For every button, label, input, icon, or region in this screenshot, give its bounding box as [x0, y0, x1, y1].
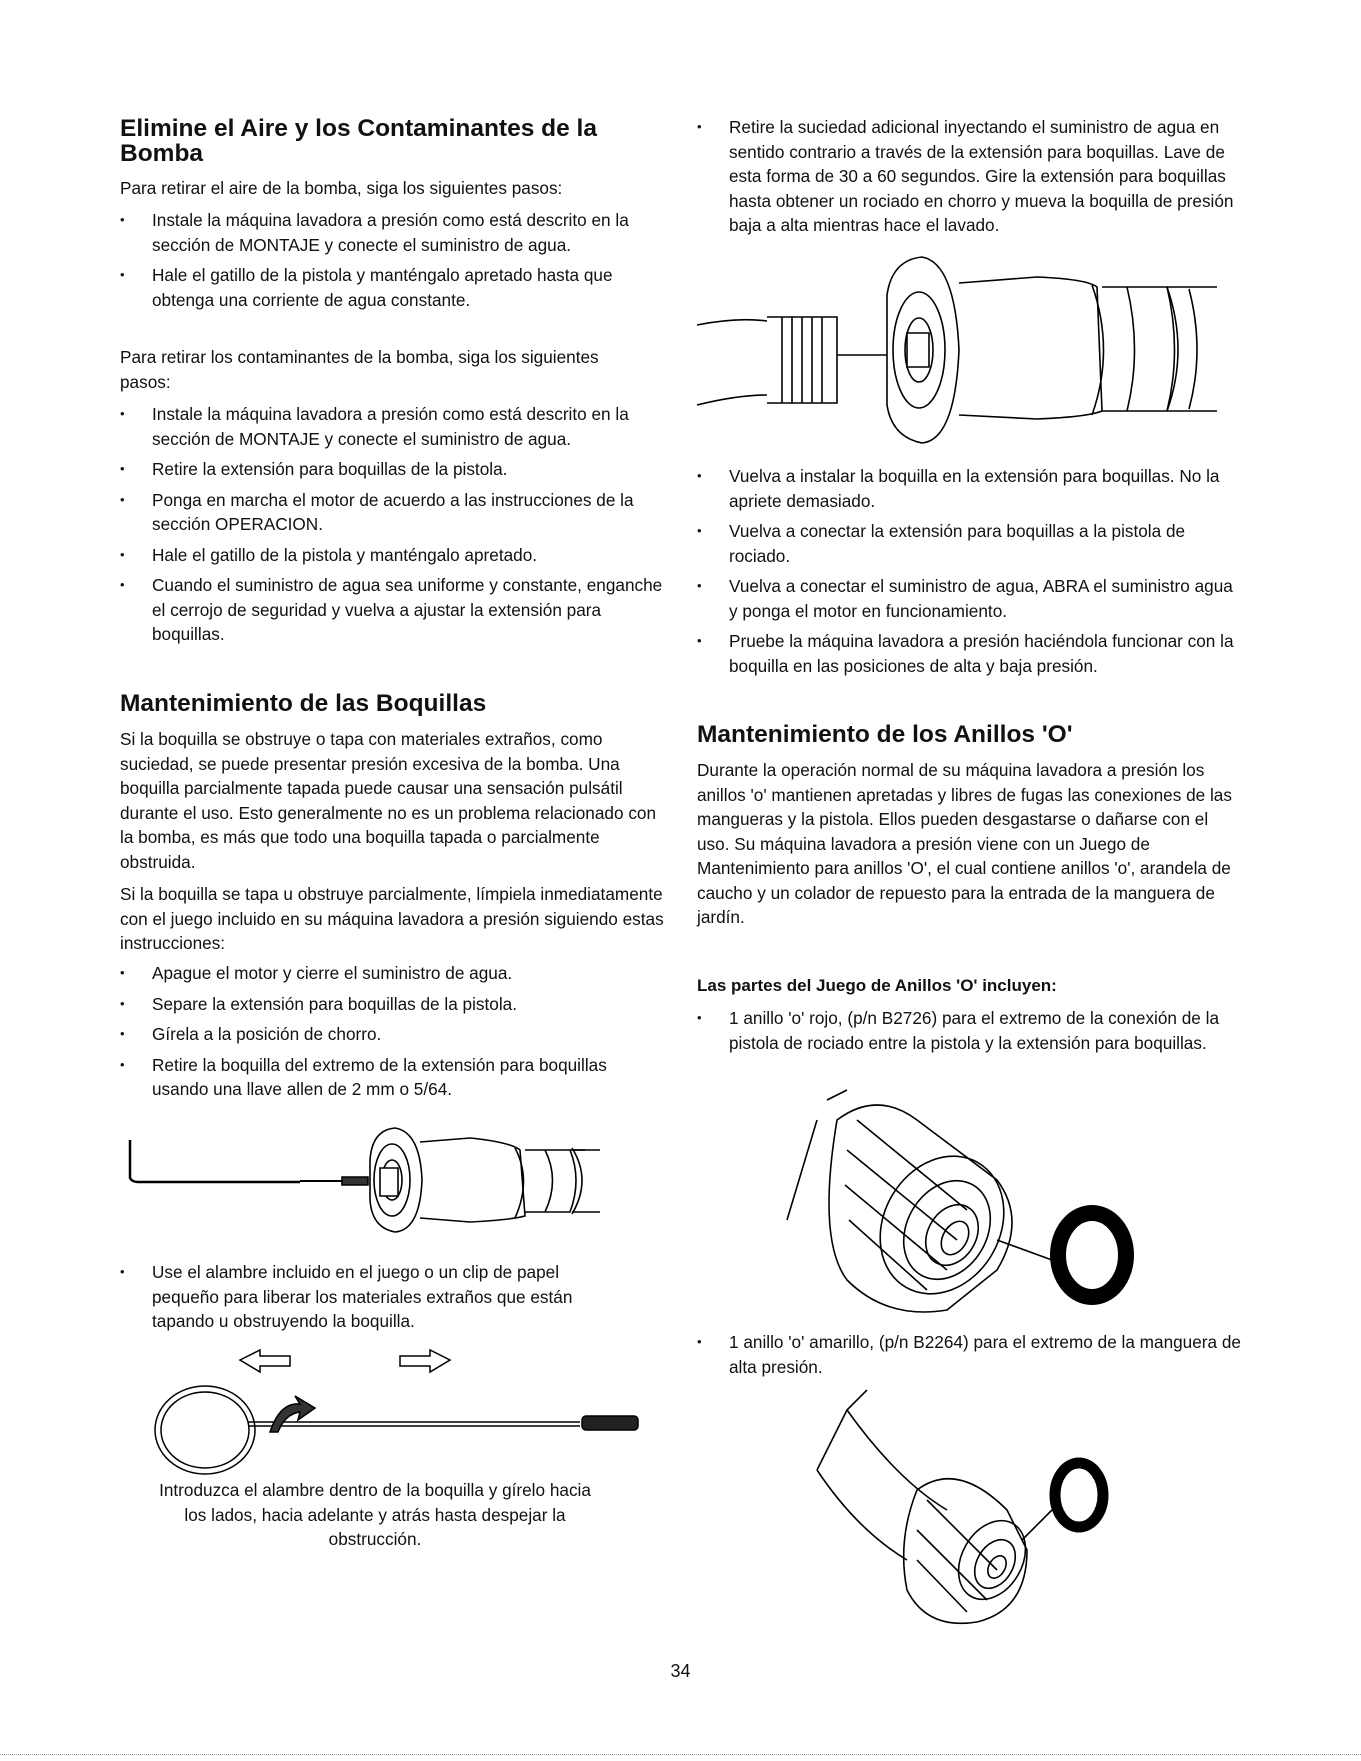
list-item: • Cuando el suministro de agua sea uniforme y constante, enganche el cerrojo de seguridad y vuelva a ajustar la extensión para boquillas.: [120, 573, 665, 647]
list-item: • Pruebe la máquina lavadora a presión haciéndola funcionar con la boquilla en las posiciones de alta y baja presión.: [697, 629, 1242, 678]
wire-caption: Introduzca el alambre dentro de la boquilla y gírelo hacia los lados, hacia adelante y atrás hasta despejar la obstrucción.: [159, 1480, 591, 1549]
allen-key-nozzle-illustration: [120, 1120, 680, 1270]
list-item: • Apague el motor y cierre el suministro de agua.: [120, 961, 665, 986]
reinstall-steps-list: [697, 464, 1242, 678]
list-item: • Instale la máquina lavadora a presión como está descrito en la sección de MONTAJE y conecte el suministro de agua.: [120, 208, 665, 257]
nozzle-steps-list: [120, 961, 665, 1102]
list-item: • Retire la suciedad adicional inyectando el suministro de agua en sentido contrario a través de la extensión para boquillas. Lave de esta forma de 30 a 60 segundos. Gire la extensión para boquillas hasta obtener un rociado en chorro y mueva la boquilla de presión baja a alta mientras hace el lavado.: [697, 115, 1242, 238]
list-item: • Vuelva a conectar la extensión para boquillas a la pistola de rociado.: [697, 519, 1242, 568]
nozzle-para-2: Si la boquilla se tapa u obstruye parcialmente, límpiela inmediatamente con el juego incluido en su máquina lavadora a presión siguiendo estas instrucciones:: [120, 884, 664, 953]
air-steps-list: [120, 208, 665, 312]
list-item: • 1 anillo 'o' amarillo, (p/n B2264) para el extremo de la manguera de alta presión.: [697, 1330, 1242, 1379]
list-item: • Instale la máquina lavadora a presión como está descrito en la sección de MONTAJE y conecte el suministro de agua.: [120, 402, 665, 451]
orings-item-1-list: [697, 1006, 1242, 1055]
list-item: • Vuelva a conectar el suministro de agua, ABRA el suministro agua y ponga el motor en funcionamiento.: [697, 574, 1242, 623]
list-item: • Gírela a la posición de chorro.: [120, 1022, 665, 1047]
section-title-orings: Mantenimiento de los Anillos 'O': [697, 721, 1073, 748]
list-item: • Hale el gatillo de la pistola y manténgalo apretado hasta que obtenga una corriente de agua constante.: [120, 263, 665, 312]
red-oring-fitting-illustration: [767, 1090, 1187, 1320]
yellow-oring-icon: [1055, 1463, 1103, 1527]
air-intro: Para retirar el aire de la bomba, siga los siguientes pasos:: [120, 178, 563, 198]
list-item: • Use el alambre incluido en el juego o un clip de papel pequeño para liberar los materiales extraños que están tapando u obstruyendo la boquilla.: [120, 1260, 630, 1334]
orings-item-2-list: [697, 1330, 1242, 1379]
red-oring-icon: [1058, 1213, 1126, 1297]
contam-steps-list: [120, 402, 665, 647]
wire-step-list: [120, 1260, 630, 1334]
list-item: • 1 anillo 'o' rojo, (p/n B2726) para el extremo de la conexión de la pistola de rociado entre la pistola y la extensión para boquillas.: [697, 1006, 1242, 1055]
scan-edge-divider: [0, 1754, 1361, 1758]
nozzle-para-1: Si la boquilla se obstruye o tapa con materiales extraños, como suciedad, se puede presentar presión excesiva de la bomba. Una boquilla parcialmente tapada puede causar una sensación pulsátil durante el uso. Esto generalmente no es un problema relacionado con la bomba, es más que todo una boquilla tapada o parcialmente obstruida.: [120, 729, 657, 872]
list-item: • Hale el gatillo de la pistola y manténgalo apretado.: [120, 543, 665, 568]
orings-kit-subheading: Las partes del Juego de Anillos 'O' incluyen:: [697, 976, 1057, 995]
section-title-nozzle: Mantenimiento de las Boquillas: [120, 690, 487, 717]
list-item: • Ponga en marcha el motor de acuerdo a las instrucciones de la sección OPERACION.: [120, 488, 665, 537]
list-item: • Separe la extensión para boquillas de la pistola.: [120, 992, 665, 1017]
list-item: • Retire la boquilla del extremo de la extensión para boquillas usando una llave allen de 2 mm o 5/64.: [120, 1053, 665, 1102]
list-item: • Retire la extensión para boquillas de la pistola.: [120, 457, 665, 482]
yellow-oring-hose-illustration: [817, 1390, 1147, 1630]
contam-intro: Para retirar los contaminantes de la bomba, siga los siguientes pasos:: [120, 347, 599, 392]
section-title-air: Elimine el Aire y los Contaminantes de la Bomba: [120, 115, 597, 167]
backflush-step-list: [697, 115, 1242, 238]
nozzle-extension-illustration: [697, 255, 1242, 445]
list-item: • Vuelva a instalar la boquilla en la extensión para boquillas. No la apriete demasiado.: [697, 464, 1242, 513]
wire-cleaning-illustration: [150, 1350, 670, 1480]
page-number: 34: [670, 1661, 691, 1681]
orings-para: Durante la operación normal de su máquina lavadora a presión los anillos 'o' mantienen apretadas y libres de fugas las conexiones de las mangueras y la pistola. Ellos pueden desgastarse o dañarse con el uso. Su máquina lavadora a presión viene con un Juego de Mantenimiento para anillos 'O', el cual contiene anillos 'o', arandela de caucho y un colador de repuesto para la entrada de la manguera de jardín.: [697, 760, 1232, 927]
